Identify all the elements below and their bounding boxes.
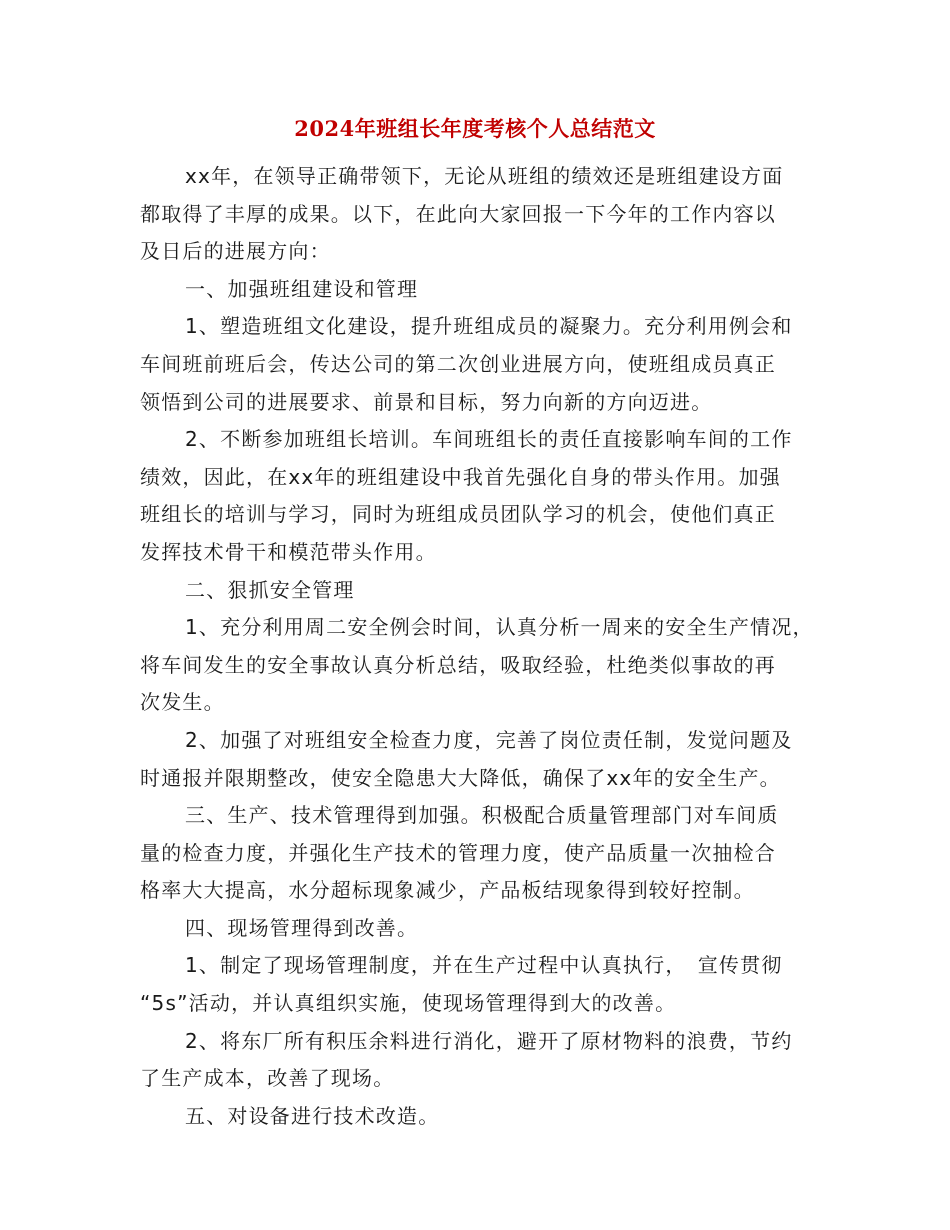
text-line: 1、充分利用周二安全例会时间，认真分析一周来的安全生产情况，: [185, 615, 814, 640]
document-body: [140, 158, 814, 1135]
text-line: “5s”活动，并认真组织实施，使现场管理得到大的改善。: [140, 991, 677, 1016]
text-line: 2、加强了对班组安全检查力度，完善了岗位责任制，发觉问题及: [185, 727, 793, 752]
text-line: 发挥技术骨干和模范带头作用。: [140, 539, 437, 564]
page-title: 2024年班组长年度考核个人总结范文: [294, 116, 656, 141]
text-line: 2、将东厂所有积压余料进行消化，避开了原材物料的浪费，节约: [185, 1028, 793, 1053]
text-line: 1、塑造班组文化建设，提升班组成员的凝聚力。充分利用例会和: [185, 314, 793, 339]
text-line: 2、不断参加班组长培训。车间班组长的责任直接影响车间的工作: [185, 427, 793, 452]
text-line: 车间班前班后会，传达公司的第二次创业进展方向，使班组成员真正: [140, 351, 776, 376]
text-line: 将车间发生的安全事故认真分析总结，吸取经验，杜绝类似事故的再: [140, 652, 776, 677]
text-line: 格率大大提高，水分超标现象减少，产品板结现象得到较好控制。: [140, 878, 755, 903]
text-line: xx年，在领导正确带领下，无论从班组的绩效还是班组建设方面: [185, 164, 784, 188]
text-line: 都取得了丰厚的成果。以下，在此向大家回报一下今年的工作内容以: [140, 201, 776, 226]
text-line: 四、现场管理得到改善。: [185, 915, 419, 940]
text-line: 绩效，因此，在xx年的班组建设中我首先强化自身的带头作用。加强: [140, 464, 781, 489]
text-line: 时通报并限期整改，使安全隐患大大降低，确保了xx年的安全生产。: [140, 765, 781, 790]
text-line: 领悟到公司的进展要求、前景和目标，努力向新的方向迈进。: [140, 389, 713, 414]
text-line: 及日后的进展方向：: [140, 239, 331, 264]
text-line: 量的检查力度，并强化生产技术的管理力度，使产品质量一次抽检合: [140, 840, 776, 865]
text-line: 五、对设备进行技术改造。: [185, 1103, 440, 1128]
text-line: 三、生产、技术管理得到加强。积极配合质量管理部门对车间质: [185, 803, 779, 828]
text-line: 了生产成本，改善了现场。: [140, 1066, 395, 1091]
text-line: 次发生。: [140, 690, 225, 715]
text-line: 1、制定了现场管理制度，并在生产过程中认真执行， 宣传贯彻: [185, 953, 783, 978]
text-line: 班组长的培训与学习，同时为班组成员团队学习的机会，使他们真正: [140, 502, 776, 527]
text-line: 一、加强班组建设和管理: [185, 276, 419, 301]
text-line: 二、狠抓安全管理: [185, 577, 355, 602]
